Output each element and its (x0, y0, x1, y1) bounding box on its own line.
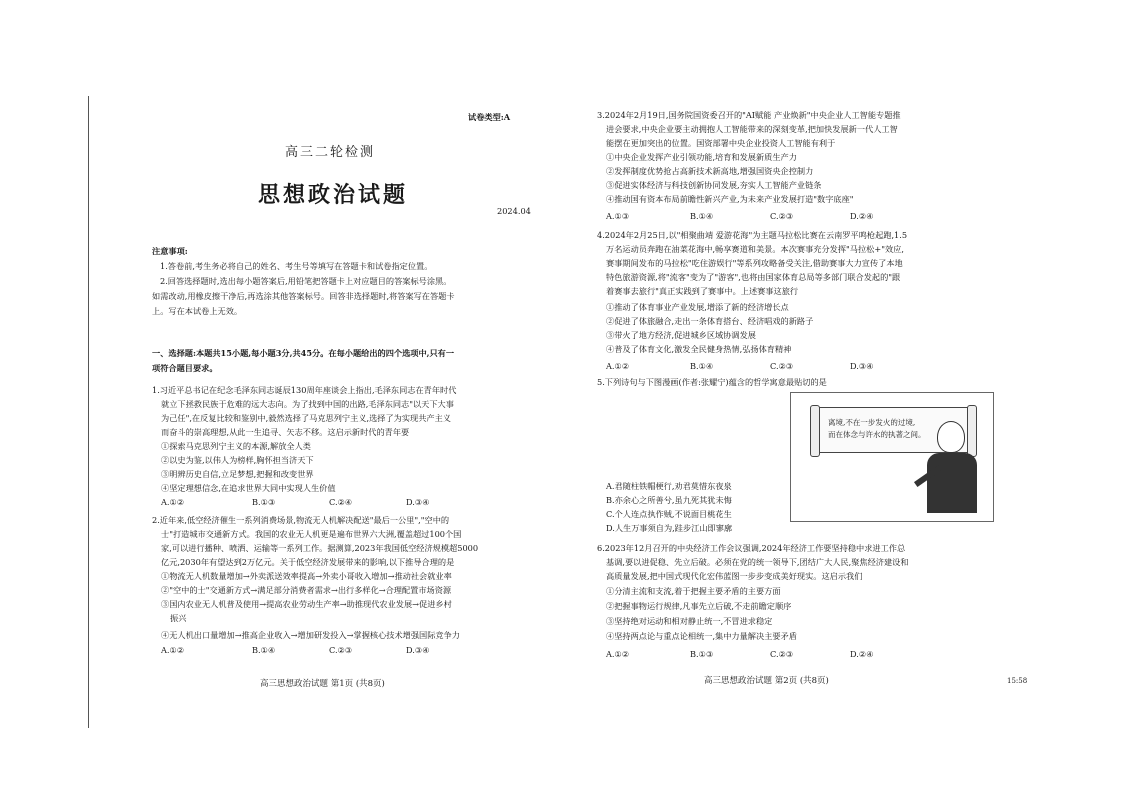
q4-option-b: B.①④ (690, 361, 714, 371)
q5-option-c: C.个人连点执作贼,不说面目桃花生 (606, 509, 732, 519)
q6-stem: 基调,要以进促稳、先立后破。必须在党的统一领导下,团结广大人民,聚焦经济建设和 (606, 557, 909, 567)
q1-item: ②以史为鉴,以伟人为榜样,胸怀担当济天下 (161, 455, 314, 465)
q6-item: ④坚持两点论与重点论相统一,集中力量解决主要矛盾 (606, 631, 797, 641)
q2-stem: 2.近年来,低空经济催生一系列消费场景,物流无人机解决配送"最后一公里","空中的 (152, 515, 450, 525)
cartoon-image (790, 392, 994, 522)
q3-item: ①中央企业发挥产业引领功能,培育和发展新质生产力 (606, 152, 797, 162)
q5-option-b: B.亦余心之所善兮,虽九死其犹未悔 (606, 495, 732, 505)
exam-type: 试卷类型:A (468, 112, 511, 122)
q2-stem: 家,可以进行播种、喷洒、运输等一系列工作。据测算,2023年我国低空经济规模超5000 (161, 543, 479, 553)
q3-stem: 能摆在更加突出的位置。国资部署中央企业投资人工智能有利于 (606, 138, 836, 148)
q6-item: ③坚持绝对运动和相对静止统一,不冒进求稳定 (606, 616, 773, 626)
q1-item: ①探索马克思列宁主义的本源,解放全人类 (161, 441, 311, 451)
q3-item: ②发挥制度优势抢占高新技术新高地,增强国资央企控制力 (606, 166, 814, 176)
q1-option-d: D.③④ (406, 497, 430, 507)
footer-right: 高三思想政治试题 第2页 (共8页) (704, 676, 829, 686)
q6-item: ②把握事物运行规律,凡事先立后破,不走前瞻定顺序 (606, 601, 792, 611)
cartoon-caption (828, 417, 926, 441)
cartoon-figure (923, 415, 983, 515)
q3-item: ③促进实体经济与科技创新协同发展,夯实人工智能产业链条 (606, 180, 822, 190)
q3-option-d: D.②④ (850, 211, 874, 221)
q4-stem: 着赛事去旅行"真正实践到了赛事中。上述赛事这旅行 (606, 286, 799, 296)
notes-heading: 注意事项: (152, 246, 188, 256)
q2-stem: 亿元,2030年有望达到2万亿元。关于低空经济发展带来的影响,以下推导合理的是 (161, 557, 455, 567)
q1-stem: 就立下拯救民族于危难的远大志向。为了找到中国的出路,毛泽东同志"以天下大事 (161, 399, 454, 409)
q3-option-c: C.②③ (770, 211, 794, 221)
q4-item: ③带火了地方经济,促进城乡区域协调发展 (606, 330, 756, 340)
q2-option-a: A.①② (161, 645, 185, 655)
exam-date: 2024.04 (497, 206, 531, 216)
q4-item: ②促进了体旅融合,走出一条体育搭台、经济唱戏的新路子 (606, 316, 814, 326)
q1-item: ④坚定理想信念,在追求世界大同中实现人生价值 (161, 483, 336, 493)
main-title: 思想政治试题 (258, 182, 409, 208)
notes-line: 1.答卷前,考生务必将自己的姓名、考生号等填写在答题卡和试卷指定位置。 (160, 261, 433, 271)
figure-arm (914, 465, 942, 487)
header-title: 高三二轮检测 (285, 145, 376, 160)
section-heading: 一、选择题:本题共15小题,每小题3分,共45分。在每小题给出的四个选项中,只有一 (152, 348, 455, 358)
scroll-end-left (810, 405, 820, 457)
q6-item: ①分清主流和支流,着于把握主要矛盾的主要方面 (606, 586, 781, 596)
q3-option-b: B.①④ (690, 211, 714, 221)
q4-stem: 赛事期间发布的马拉松"吃住游娱行"等系列攻略备受关注,借助赛事大力宣传了本地 (606, 258, 903, 268)
cartoon-caption-line: 离境,不在一步发火的过境, (828, 418, 916, 427)
q1-item: ③明辨历史自信,立足梦想,把握和改变世界 (161, 469, 314, 479)
q3-option-a: A.①③ (606, 211, 630, 221)
q1-stem: 为己任",在反复比较和鉴别中,毅然选择了马克思列宁主义,选择了为实现共产主义 (161, 413, 451, 423)
q2-option-c: C.②③ (329, 645, 353, 655)
figure-head (937, 421, 965, 453)
q4-option-a: A.①② (606, 361, 630, 371)
binding-line (88, 96, 89, 728)
q2-option-d: D.③④ (406, 645, 430, 655)
q4-stem: 万名运动员奔跑在油菜花海中,畅享赛道和美景。本次赛事充分发挥"马拉松+"效应, (606, 244, 904, 254)
corner-mark: 15:58 (1007, 677, 1028, 685)
q2-item: 振兴 (170, 613, 187, 623)
q6-option-d: D.②④ (850, 649, 874, 659)
q3-stem: 进会要求,中央企业要主动拥抱人工智能带来的深刻变革,把加快发展新一代人工智 (606, 124, 898, 134)
q4-stem: 特色旅游资源,将"流客"变为了"游客",也将由国家体育总局等多部门联合发起的"跟 (606, 272, 901, 282)
notes-line: 如需改动,用橡皮擦干净后,再选涂其他答案标号。回答非选择题时,将答案写在答题卡 (152, 291, 455, 301)
footer-left: 高三思想政治试题 第1页 (共8页) (260, 679, 385, 689)
q2-item: ③国内农业无人机普及使用→提高农业劳动生产率→助推现代农业发展→促进乡村 (161, 599, 452, 609)
q6-option-b: B.①③ (690, 649, 714, 659)
q4-option-c: C.②③ (770, 361, 794, 371)
q1-option-c: C.②④ (329, 497, 353, 507)
q4-item: ④普及了体育文化,激发全民健身热情,弘扬体育精神 (606, 344, 792, 354)
q5-stem: 5.下列诗句与下图漫画(作者:张耀宁)蕴含的哲学寓意最贴切的是 (597, 377, 827, 387)
q3-item: ④推动国有资本布局前瞻性新兴产业,为未来产业发展打造"数字底座" (606, 194, 854, 204)
q2-item: ④无人机出口量增加→推高企业收入→增加研发投入→掌握核心技术增强国际竞争力 (161, 630, 460, 640)
q5-option-d: D.人生万事须自为,跬步江山即寥廓 (606, 523, 733, 533)
q6-option-c: C.②③ (770, 649, 794, 659)
section-heading: 项符合题目要求。 (152, 363, 218, 373)
figure-body (927, 453, 977, 513)
q6-option-a: A.①② (606, 649, 630, 659)
q1-stem: 1.习近平总书记在纪念毛泽东同志诞辰130周年座谈会上指出,毛泽东同志在青年时代 (152, 385, 457, 395)
cartoon-caption-line: 而在体念与许水的执著之间。 (828, 430, 926, 439)
q2-option-b: B.①④ (252, 645, 276, 655)
q4-stem: 4.2024年2月25日,以"相聚曲靖 爱游花海"为主题马拉松比赛在云南罗平鸣枪起跑,1.5 (597, 230, 908, 240)
q4-item: ①推动了体育事业产业发展,增添了新的经济增长点 (606, 302, 789, 312)
q3-stem: 3.2024年2月19日,国务院国资委召开的"AI赋能 产业焕新"中央企业人工智能专题推 (597, 110, 901, 120)
q6-stem: 高质量发展,把中国式现代化宏伟蓝图一步步变成美好现实。这启示我们 (606, 571, 863, 581)
q5-option-a: A.君随柱铁帽梗行,劝君莫惜东夜泉 (606, 481, 732, 491)
q2-item: ②"空中的士"交通新方式→满足部分消费者需求→出行多样化→合理配置市场资源 (161, 585, 452, 595)
q1-stem: 而奋斗的崇高理想,从此一生追寻、矢志不移。这启示新时代的青年要 (161, 427, 410, 437)
q6-stem: 6.2023年12月召开的中央经济工作会议强调,2024年经济工作要坚持稳中求进工作总 (597, 543, 906, 553)
q1-option-b: B.①③ (252, 497, 276, 507)
notes-line: 2.回答选择题时,选出每小题答案后,用铅笔把答题卡上对应题目的答案标号涂黑。 (160, 276, 452, 286)
q2-item: ①物流无人机数量增加→外卖派送效率提高→外卖小哥收入增加→推动社会就业率 (161, 571, 452, 581)
notes-line: 上。写在本试卷上无效。 (152, 306, 243, 316)
q4-option-d: D.③④ (850, 361, 874, 371)
q2-stem: 士"打造城市交通新方式。我国的农业无人机更是遍布世界六大洲,覆盖超过100个国 (161, 529, 462, 539)
q1-option-a: A.①② (161, 497, 185, 507)
